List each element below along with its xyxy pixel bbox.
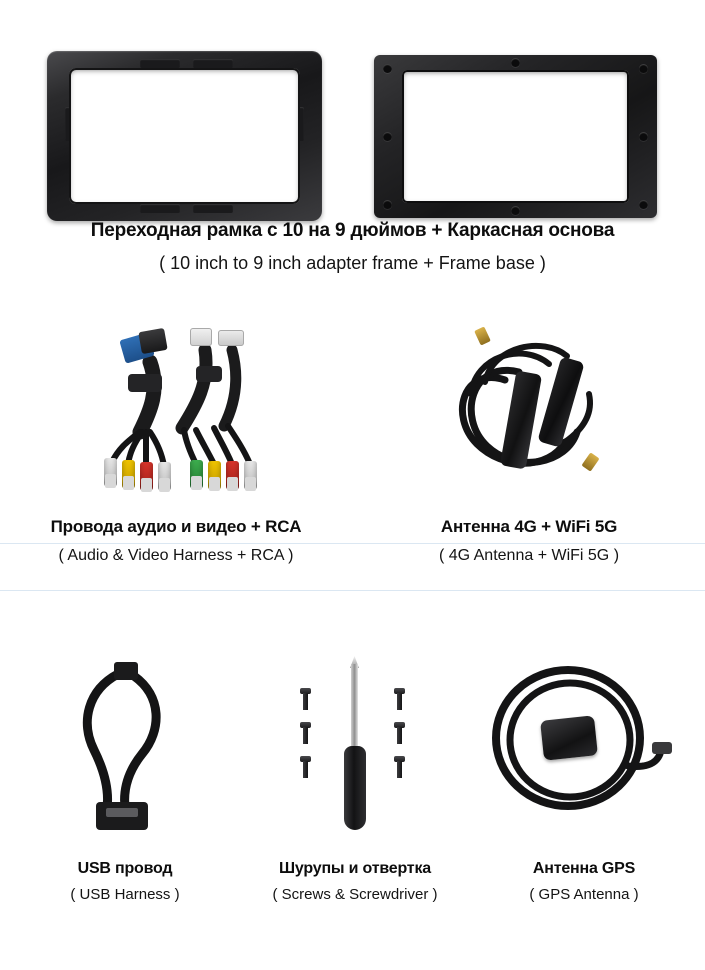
4g-wifi-antenna-caption xyxy=(353,516,705,567)
harness-caption-en: ( Audio & Video Harness + RCA ) xyxy=(58,546,294,564)
rca-plug-icon xyxy=(122,460,135,490)
cell-usb-harness xyxy=(10,646,240,946)
black-connector-icon xyxy=(138,328,167,354)
screws-caption-en: ( Screws & Screwdriver ) xyxy=(272,885,438,903)
rca-plug-icon xyxy=(158,462,171,492)
rca-plug-icon xyxy=(190,460,203,490)
cell-screws-screwdriver xyxy=(240,646,470,946)
frames-caption-en: ( 10 inch to 9 inch adapter frame + Frame base ) xyxy=(159,252,546,273)
section-accessories xyxy=(0,646,705,946)
frames-caption-ru: Переходная рамка с 10 на 9 дюймов + Каркасная основа xyxy=(90,220,615,241)
gps-caption-en: ( GPS Antenna ) xyxy=(529,885,639,903)
frames-image-row xyxy=(0,24,705,200)
screw-icon xyxy=(300,722,311,744)
rca-plug-icon xyxy=(226,461,239,491)
section-harness-antenna xyxy=(0,320,705,600)
screw-icon xyxy=(394,722,405,744)
usb-caption-ru: USB провод xyxy=(77,860,173,877)
harness-caption-ru: Провода аудио и видео + RCA xyxy=(50,517,302,536)
screwdriver-and-screws-icon xyxy=(240,646,470,846)
gps-puck-icon xyxy=(540,715,598,760)
screw-icon xyxy=(394,756,405,778)
rca-plug-icon xyxy=(104,458,117,488)
screw-icon xyxy=(394,688,405,710)
usb-harness-caption xyxy=(10,858,240,905)
cell-gps-antenna xyxy=(470,646,698,946)
cell-audio-video-harness xyxy=(0,320,352,600)
antenna-caption-en: ( 4G Antenna + WiFi 5G ) xyxy=(438,546,620,564)
screw-icon xyxy=(300,688,311,710)
section-frames xyxy=(0,0,705,300)
adapter-frame-icon xyxy=(47,51,322,221)
gps-caption-ru: Антенна GPS xyxy=(532,860,636,877)
gps-antenna-caption xyxy=(470,858,698,905)
usb-cable-icon xyxy=(10,646,240,846)
white-connector-icon xyxy=(218,330,244,346)
rca-plug-icon xyxy=(244,461,257,491)
gps-antenna-icon xyxy=(470,646,698,846)
rca-plug-icon xyxy=(208,461,221,491)
rca-plug-icon xyxy=(140,462,153,492)
antenna-caption-ru: Антенна 4G + WiFi 5G xyxy=(440,517,618,536)
frame-base-icon xyxy=(374,55,657,218)
screws-screwdriver-caption xyxy=(240,858,470,905)
cell-4g-wifi-antenna xyxy=(353,320,705,600)
usb-caption-en: ( USB Harness ) xyxy=(70,885,180,903)
white-connector-icon xyxy=(190,328,212,346)
audio-video-harness-caption xyxy=(0,516,352,567)
wiring-harness-rca-icon xyxy=(0,320,352,505)
screw-icon xyxy=(300,756,311,778)
4g-wifi-antenna-icon xyxy=(353,320,705,505)
frames-caption xyxy=(0,218,705,275)
screws-caption-ru: Шурупы и отвертка xyxy=(279,860,431,877)
